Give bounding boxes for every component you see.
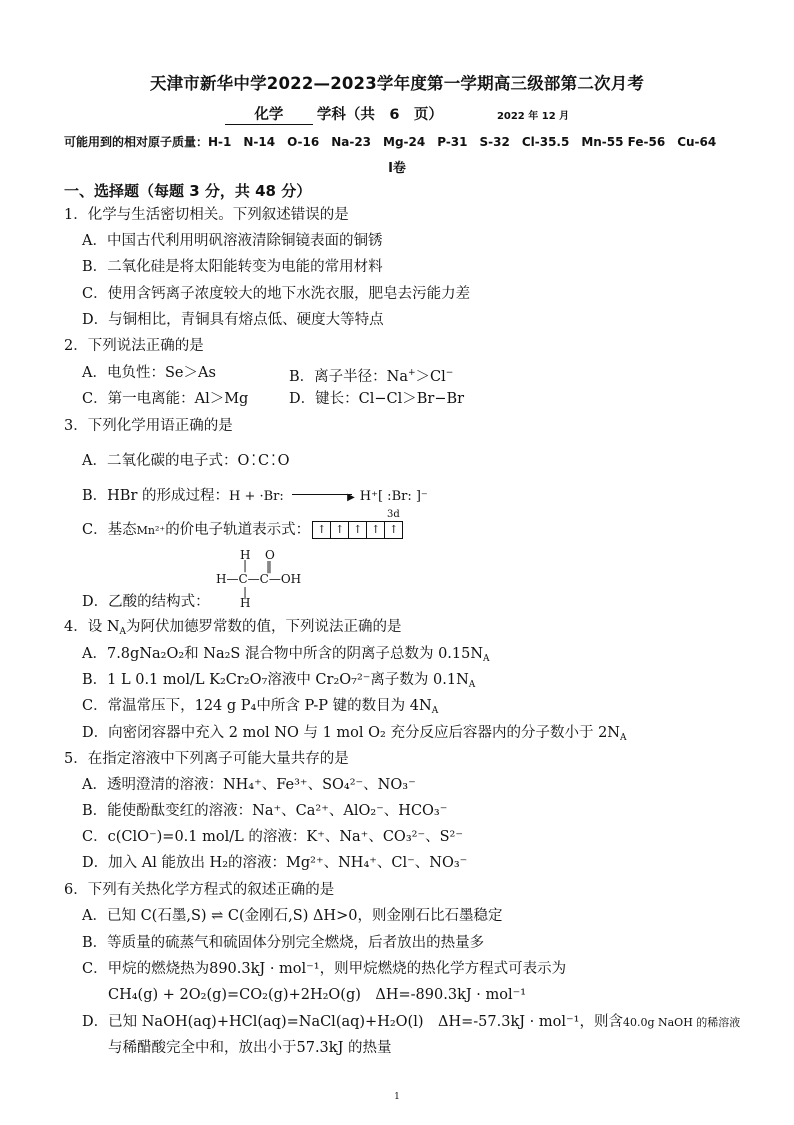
q2-option-d: D．键长：Cl−Cl＞Br−Br xyxy=(289,391,465,407)
q3-option-b xyxy=(82,487,428,506)
q5-option-a: A．透明澄清的溶液：NH₄⁺、Fe³⁺、SO₄²⁻、NO₃⁻ xyxy=(82,777,416,793)
q2-b-sup1: + xyxy=(408,368,416,378)
subject-name: 化学 xyxy=(225,103,313,125)
orbital-diagram xyxy=(312,521,403,539)
q4-stem-post: 为阿伏加德罗常数的值，下列说法正确的是 xyxy=(126,619,402,635)
q6-option-a: A．已知 C(石墨,S) ⇌ C(金刚石,S) ΔH>0，则金刚石比石墨稳定 xyxy=(82,908,503,924)
q6-stem: 6．下列有关热化学方程式的叙述正确的是 xyxy=(64,882,335,898)
q3-c-rest: 的价电子轨道表示式： xyxy=(165,522,311,538)
q3-option-d: D．乙酸的结构式： xyxy=(82,594,210,610)
struct-vbar-top: | xyxy=(243,558,248,572)
q4-option-c xyxy=(82,697,438,720)
q2-option-c: C．第一电离能：Al＞Mg xyxy=(82,391,249,407)
struct-o: O xyxy=(265,548,275,562)
acetic-acid-structure xyxy=(212,548,322,610)
q3-b-label: B．HBr 的形成过程： xyxy=(82,488,229,504)
q4-c-text: C．常温常压下，124 g P₄中所含 P-P 键的数目为 4N xyxy=(82,698,432,714)
q4-a-text: A．7.8gNa₂O₂和 Na₂S 混合物中所含的阴离子总数为 0.15N xyxy=(82,646,484,662)
q2-option-b xyxy=(289,364,453,386)
q6-option-d-cont: 与稀醋酸完全中和，放出小于57.3kJ 的热量 xyxy=(108,1040,392,1056)
page-number: 1 xyxy=(394,1092,400,1102)
q3-stem: 3．下列化学用语正确的是 xyxy=(64,418,233,434)
q4-a-sub: A xyxy=(483,654,490,664)
q4-d-sub: A xyxy=(619,733,627,743)
q5-option-c: C．c(ClO⁻)=0.1 mol/L 的溶液：K⁺、Na⁺、CO₃²⁻、S²⁻ xyxy=(82,829,463,845)
q4-c-sub: A xyxy=(431,706,439,716)
struct-h-bottom: H xyxy=(240,596,251,610)
q4-stem xyxy=(64,618,402,641)
q4-b-text: B．1 L 0.1 mol/L K₂Cr₂O₇溶液中 Cr₂O₇²⁻离子数为 0.1N xyxy=(82,672,469,688)
q4-option-d xyxy=(82,724,626,747)
reaction-arrow-icon: ▶ xyxy=(292,494,352,495)
q3-a-label: A．二氧化碳的电子式： xyxy=(82,453,238,469)
q5-stem: 5．在指定溶液中下列离子可能大量共存的是 xyxy=(64,751,349,767)
exam-title: 天津市新华中学2022—2023学年度第一学期高三级部第二次月考 xyxy=(149,74,645,93)
orbital-box: ↑ xyxy=(313,522,331,538)
q1-option-b: B．二氧化硅是将太阳能转变为电能的常用材料 xyxy=(82,259,383,275)
hbr-right: H⁺[ :Br: ]⁻ xyxy=(359,489,428,504)
q4-b-sub: A xyxy=(468,680,476,690)
orbital-box: ↑ xyxy=(367,522,385,538)
q4-option-b xyxy=(82,671,475,694)
struct-double-bond: ‖ xyxy=(266,559,272,573)
subject-line xyxy=(0,103,794,125)
volume-label: Ⅰ卷 xyxy=(388,161,406,176)
q4-stem-sub: A xyxy=(119,627,127,637)
q2-b-pre: B．离子半径：Na xyxy=(289,369,408,385)
hbr-left: H + ·Br: xyxy=(229,489,284,504)
orbital-label: 3d xyxy=(387,509,400,520)
struct-main-row: H—C—C—OH xyxy=(216,572,302,586)
q4-option-a xyxy=(82,645,490,668)
q1-stem: 1．化学与生活密切相关。下列叙述错误的是 xyxy=(64,207,349,223)
section-heading: 一、选择题（每题 3 分，共 48 分） xyxy=(64,182,312,200)
q2-b-sup2: − xyxy=(445,368,454,378)
q6-d-text: D．已知 NaOH(aq)+HCl(aq)=NaCl(aq)+H₂O(l) ΔH=-57.3kJ · mol⁻¹，则含 xyxy=(82,1014,623,1030)
q6-d-small: 40.0g NaOH 的稀溶液 xyxy=(622,1016,741,1029)
subject-suffix: 学科（共 6 页） xyxy=(316,107,443,123)
q2-b-mid: ＞Cl xyxy=(415,369,446,385)
q3-c-label: C．基态 xyxy=(82,522,137,538)
q5-option-d: D．加入 Al 能放出 H₂的溶液：Mg²⁺、NH₄⁺、Cl⁻、NO₃⁻ xyxy=(82,855,468,871)
struct-h-top: H xyxy=(240,548,251,562)
orbital-box: ↑ xyxy=(349,522,367,538)
q6-c-equation: CH₄(g) + 2O₂(g)=CO₂(g)+2H₂O(g) ΔH=-890.3kJ · mol⁻¹ xyxy=(108,987,527,1003)
atomic-masses: 可能用到的相对原子质量：H-1 N-14 O-16 Na-23 Mg-24 P-31 S-32 Cl-35.5 Mn-55 Fe-56 Cu-64 xyxy=(64,135,717,149)
q6-option-c: C．甲烷的燃烧热为890.3kJ · mol⁻¹，则甲烷燃烧的热化学方程式可表示为 xyxy=(82,961,567,977)
q6-option-b: B．等质量的硫蒸气和硫固体分别完全燃烧，后者放出的热量多 xyxy=(82,935,485,951)
q6-option-d xyxy=(82,1013,740,1032)
q2-stem: 2．下列说法正确的是 xyxy=(64,338,204,354)
q3-option-c xyxy=(82,521,403,540)
q1-option-a: A．中国古代利用明矾溶液清除铜镜表面的铜锈 xyxy=(82,233,383,249)
exam-date: 2022 年 12 月 xyxy=(496,111,570,122)
q4-d-text: D．向密闭容器中充入 2 mol NO 与 1 mol O₂ 充分反应后容器内的分子数小于 2N xyxy=(82,725,620,741)
q1-option-d: D．与铜相比，青铜具有熔点低、硬度大等特点 xyxy=(82,312,384,328)
orbital-box: ↑ xyxy=(389,523,399,536)
co2-electron-formula: O⁚C⁚O xyxy=(237,453,292,469)
orbital-box: ↑ xyxy=(331,522,349,538)
struct-vbar-bottom: | xyxy=(243,585,248,599)
q3-option-a xyxy=(82,452,292,470)
q1-option-c: C．使用含钙离子浓度较大的地下水洗衣服，肥皂去污能力差 xyxy=(82,286,471,302)
q5-option-b: B．能使酚酞变红的溶液：Na⁺、Ca²⁺、AlO₂⁻、HCO₃⁻ xyxy=(82,803,448,819)
q4-stem-pre: 4．设 N xyxy=(64,619,120,635)
q2-option-a: A．电负性：Se＞As xyxy=(82,365,216,381)
mn-ion: Mn²⁺ xyxy=(136,524,166,537)
